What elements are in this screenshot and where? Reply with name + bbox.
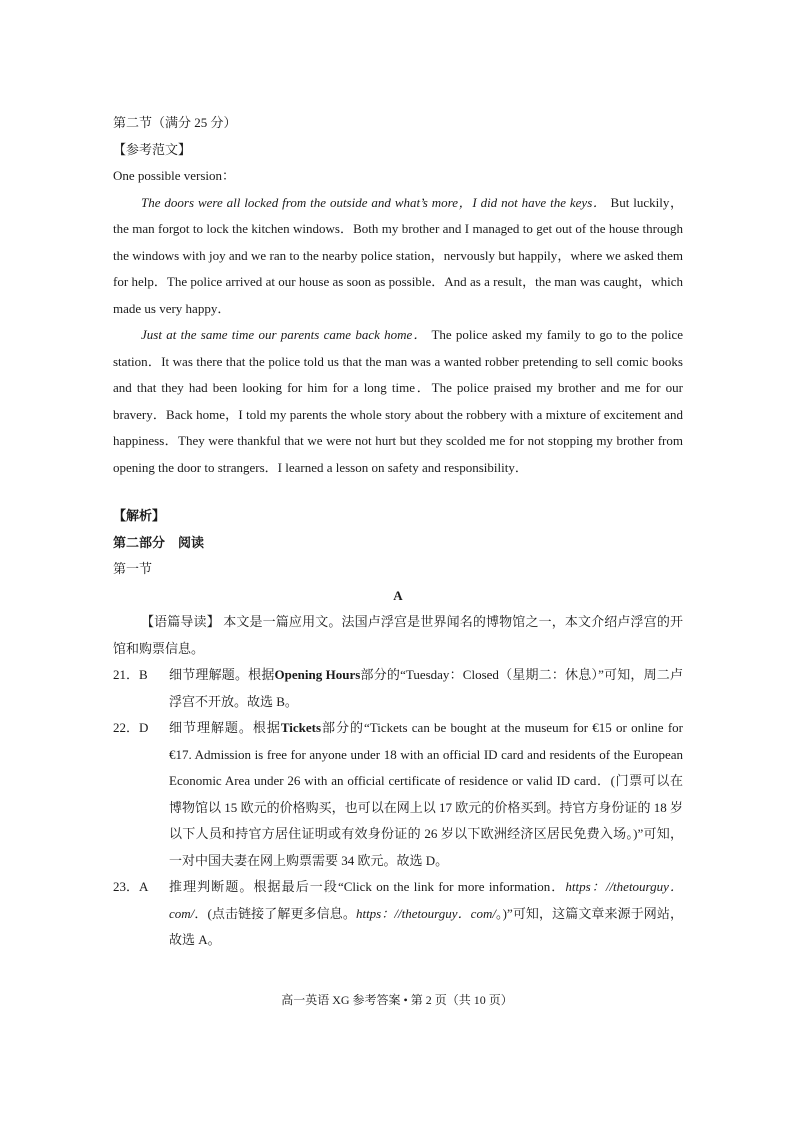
answer-23-url-1: https：//thetourguy．com/ [169, 879, 683, 921]
answer-21 [113, 662, 683, 715]
section-title: 第二节（满分 25 分） [113, 115, 237, 130]
answer-23-url-2: https：//thetourguy．com/ [355, 905, 496, 921]
section-1-label: 第一节 [113, 561, 153, 576]
sample-heading: 【参考范文】 [113, 141, 192, 157]
analysis-heading: 【解析】 [113, 508, 166, 523]
answer-22-post: 部分的“Tickets can be bought at the museum for €15 or online for €17. Admission is free for anyone under 18 with an official ID card and residents of the European Economic Area under 26 with an official certificate of residence or valid ID card．(门票可以在博物馆以 15 欧元的价格购买，也可以在网上以 17 欧元的价格买到。持官方身份证的 18 岁以下人员和持官方居住证明或有效身份证的 26 岁以下欧洲经济区居民免费入场。)”可知，一对中国夫妻在网上购票需要 34 欧元。故选 D。 [169, 720, 683, 868]
guide-text: 本文是一篇应用文。法国卢浮宫是世界闻名的博物馆之一，本文介绍卢浮宫的开馆和购票信息。 [113, 614, 683, 656]
essay-paragraph-2 [113, 322, 683, 481]
answer-22 [113, 715, 683, 874]
part-heading: 第二部分 阅读 [113, 534, 205, 550]
answer-21-keyword: Opening Hours [274, 667, 361, 682]
paragraph-1-lead: The doors were all locked from the outside and what’s more，I did not have the keys． [141, 194, 607, 210]
paragraph-2-lead: Just at the same time our parents came back home． [141, 327, 428, 342]
answer-21-post: 部分的“Tuesday：Closed（星期二：休息）”可知，周二卢浮宫不开放。故选 B。 [169, 667, 683, 709]
answer-22-keyword: Tickets [280, 720, 322, 735]
answer-23-number: 23．A [113, 879, 149, 894]
answer-23 [113, 874, 683, 954]
passage-guide [113, 609, 683, 662]
answer-21-pre: 细节理解题。根据 [169, 667, 275, 682]
answer-22-number: 22．D [113, 720, 149, 735]
answer-23-mid: ．(点击链接了解更多信息。 [194, 905, 356, 921]
essay-paragraph-1 [113, 190, 683, 323]
passage-letter: A [393, 587, 403, 603]
answer-23-post: 。)”可知，这篇文章来源于网站，故选 A。 [169, 905, 683, 947]
page-content [113, 110, 683, 954]
page-footer: 高一英语 XG 参考答案 • 第 2 页（共 10 页） [281, 993, 513, 1007]
spacer [113, 481, 683, 503]
paragraph-2-body: The police asked my family to go to the police station．It was there that the police told us that the man was a wanted robber pretending to sell comic books and that they had been looking for him for a long time．The police praised my brother and me for our bravery．Back home，I told my parents the whole story about the robbery with a mixture of excitement and happiness．They were thankful that we were not hurt but they scolded me for not stopping my brother from opening the door to strangers．I learned a lesson on safety and responsibility． [113, 327, 683, 475]
paragraph-1-body: But luckily，the man forgot to lock the kitchen windows．Both my brother and I managed to get out of the house through the windows with joy and we ran to the nearby police station，nervously but happily，where we asked them for help．The police arrived at our house as soon as possible．And as a result，the man was caught，which made us very happy． [113, 194, 684, 316]
answer-22-pre: 细节理解题。根据 [169, 720, 281, 735]
guide-label: 【语篇导读】 [141, 614, 220, 629]
version-label: One possible version： [113, 168, 236, 183]
answer-21-number: 21．B [113, 667, 148, 682]
answer-23-pre: 推理判断题。根据最后一段“Click on the link for more information． [169, 879, 566, 894]
